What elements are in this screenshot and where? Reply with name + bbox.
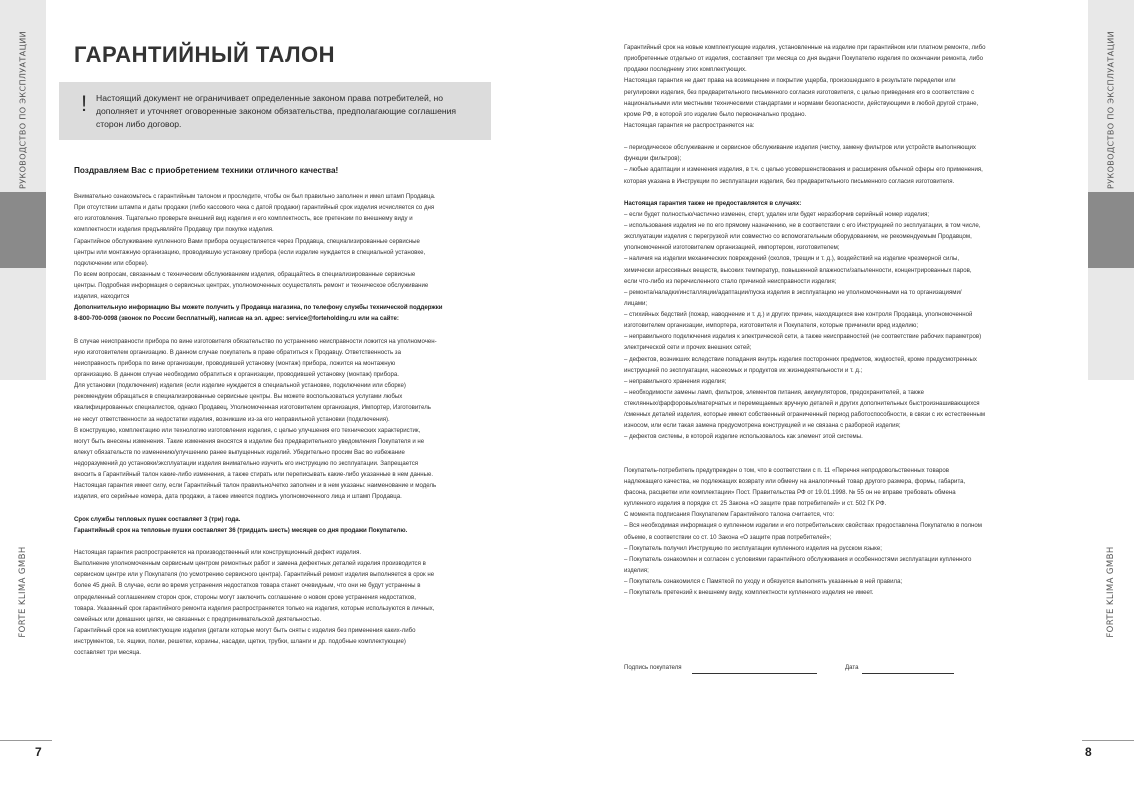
text-line: уполномоченной изготовителем организацией, импортером, изготовителем; (624, 244, 840, 252)
notice-text: Настоящий документ не ограничивает определенные законом права потребителей, но дополняет и уточняет оговоренные законом обязательства, предполагающие соглашения сторон либо договор. (96, 93, 457, 129)
text-line: Покупатель-потребитель предупрежден о том, что в соответствии с п. 11 «Перечня непродовольственных товаров (624, 466, 950, 474)
text-line (624, 131, 1060, 142)
text-line: которая указана в Инструкции по эксплуатации изделия, без предварительного письменного согласия изготовителя. (624, 177, 955, 185)
sidebar-manual-label: РУКОВОДСТВО ПО ЭКСПЛУАТАЦИИ (1106, 31, 1116, 189)
sidebar-brand-band (1088, 192, 1134, 446)
text-line: инструкцией по эксплуатации, насекомых и продуктов их жизнедеятельности и т. д.; (624, 366, 863, 374)
text-line: комплектности изделия предъявляйте Продавцу при покупке изделия. (74, 226, 274, 234)
text-line: подключении или сборке). (74, 259, 149, 267)
text-line: Гарантийный срок на новые комплектующие изделия, установленные на изделие при гарантийном или платном ремонте, либо (624, 44, 986, 51)
text-line: объеме, в соответствии со ст. 10 Закона «О защите прав потребителей»; (624, 533, 832, 541)
text-line: – дефектов системы, в которой изделие использовалось как элемент этой системы. (624, 433, 863, 441)
text-line: более 45 дней. В случае, если во время устранения недостатков товара станет очевидным, что они не будут устранены в (74, 582, 421, 590)
text-line: Дополнительную информацию Вы можете получить у Продавца магазина, по телефону службы технической поддержки (74, 304, 443, 312)
text-line: Настоящая гарантия имеет силу, если Гарантийный талон правильно/четко заполнен и в нем указаны: наименование и модель (74, 482, 437, 490)
text-line: изделия, находится (74, 293, 130, 301)
text-line: – Вся необходимая информация о купленном изделии и его потребительских свойствах предоставлена Покупателю в полном (624, 522, 982, 530)
text-line: лицами; (624, 299, 648, 307)
text-line: износом, или если такая замена предусмотрена конструкцией и не связана с разборкой изделия; (624, 422, 901, 430)
text-line: не несут ответственности за недостатки изделия, возникшие из-за его неправильной установки (подключения). (74, 415, 390, 423)
text-line: семейных или домашних целях, не связанных с предпринимательской деятельностью. (74, 615, 322, 623)
text-line: Настоящая гарантия не распространяется на: (624, 121, 755, 129)
text-line: В конструкцию, комплектацию или технологию изготовления изделия, с целью улучшения его технических характеристик, (74, 426, 421, 434)
text-line: электрической сети и прочих внешних сетей; (624, 344, 752, 352)
text-line: центры или монтажную организацию, проводившую установку прибора (если изделие нуждается в специальной установке, (74, 248, 426, 256)
text-line: инструментов, т.е. ящики, полки, решетки, корзины, насадки, щетки, трубки, шланги и др. подобные комплектующие) (74, 638, 406, 645)
text-line: Гарантийный срок на комплектующие изделия (детали которые могут быть сняты с изделия без применения каких-либо (74, 626, 416, 634)
text-line: изделия, его серийные номера, дата продажи, а также имеется подпись уполномоченного лица и штамп Продавца. (74, 493, 402, 501)
date-line[interactable] (862, 673, 954, 674)
text-line: Внимательно ознакомьтесь с гарантийным талоном и проследите, чтобы он был правильно заполнен и имел штамп Продавца. (74, 193, 436, 200)
text-line: функции фильтров); (624, 155, 682, 163)
text-line: – стихийных бедствий (пожар, наводнение и т. д.) и других причин, находящихся вне контроля Продавца, уполномоченной (624, 311, 973, 318)
text-line: если что-либо из перечисленного стало причиной неисправности изделия; (624, 277, 837, 285)
text-line: Настоящая гарантия распространяется на производственный или конструкционный дефект изделия. (74, 549, 362, 556)
text-line: В случае неисправности прибора по вине изготовителя обязательство по устранению неисправности ложится на уполномочен- (74, 337, 437, 345)
text-line: стеклянных/фарфоровых/матерчатых и перемещаемых вручную деталей и других дополнительных быстроизнашивающихся (624, 400, 980, 407)
text-line: По всем вопросам, связанным с техническим обслуживанием изделия, обращайтесь в специализированные сервисные (74, 270, 416, 278)
footer-rule-right (1082, 740, 1134, 741)
sidebar-manual-band (0, 0, 46, 192)
right-sidebar (1088, 0, 1134, 760)
text-line: продажи последнему этих комплектующих. (624, 66, 747, 74)
text-line: изделия; (624, 566, 649, 574)
text-line: – необходимости замены ламп, фильтров, элементов питания, аккумуляторов, предохранителей, а также (624, 388, 924, 396)
text-line: недоразумений до установки/эксплуатации изделия внимательно изучить его инструкцию по эксплуатации. Запрещается (74, 460, 419, 467)
page-title: ГАРАНТИЙНЫЙ ТАЛОН (74, 42, 336, 67)
signature-line[interactable] (692, 673, 817, 674)
text-line: – неправильного хранения изделия; (624, 377, 727, 385)
text-line: организацию. В данном случае необходимо обратиться к организации, проводившей установку (монтаж) прибора. (74, 371, 399, 378)
text-line (74, 325, 496, 336)
exclamation-icon: ! (81, 91, 88, 116)
text-line: 8-800-700-0098 (звонок по России бесплатный), написав на эл. адрес: service@forteholding.ru или на сайте: (74, 315, 399, 323)
text-line: Настоящая гарантия также не предоставляется в случаях: (624, 199, 802, 207)
footer-rule-left (0, 740, 52, 741)
text-line: Гарантийное обслуживание купленного Вами прибора осуществляется через Продавца, специализированные сервисные (74, 237, 420, 245)
text-line: химически агрессивных веществ, высоких температур, повышенной влажности/запыленности, концентрированных паров, (624, 266, 972, 274)
text-line: Настоящая гарантия не дает права на возмещение и покрытие ущерба, произошедшего в результате переделки или (624, 77, 956, 85)
text-line: Для установки (подключения) изделия (если изделие нуждается в специальной установке, подключении или сборке) (74, 382, 406, 390)
text-line: эксплуатации изделия с перегрузкой или совместно со вспомогательным оборудованием, не рекомендуемым Продавцом, (624, 233, 972, 241)
text-line: могут быть внесены изменения. Такие изменения вносятся в изделие без предварительного уведомления Покупателя и не (74, 437, 425, 445)
text-line (74, 536, 496, 547)
text-line: – наличия на изделии механических повреждений (сколов, трещин и т. д.), воздействий на изделие чрезмерной силы, (624, 255, 960, 263)
text-line (74, 503, 496, 514)
text-line: товара. Указанный срок гарантийного ремонта изделия распространяется только на изделия, которые используются в личных, (74, 604, 435, 612)
text-line: влекут обязательств по изменению/улучшению ранее выпущенных изделий. Убедительно просим Вас во избежание (74, 448, 405, 456)
text-line: – если будет полностью/частично изменен, стерт, удален или будет неразборчив серийный номер изделия; (624, 210, 930, 218)
text-line: – дефектов, возникших вследствие попадания внутрь изделия посторонних предметов, жидкостей, кроме предусмотренных (624, 355, 977, 363)
text-line: регулировки изделия, без предварительного письменного согласия изготовителя, с целью приведения его в соответствие с (624, 88, 975, 96)
text-line: неисправность прибора по вине организации, проводившей установку (монтаж) прибора, ложится на монтажную (74, 359, 396, 367)
text-line: Гарантийный срок на тепловые пушки составляет 36 (тридцать шесть) месяцев со дня продажи Покупателю. (74, 526, 408, 534)
text-line: изготовителем организации, импортера, изготовителя и Покупателя, которые причинили вред изделию; (624, 322, 919, 330)
text-line: С момента подписания Покупателем Гарантийного талона считается, что: (624, 511, 835, 519)
text-line: Срок службы тепловых пушек составляет 3 (три) года. (74, 515, 241, 523)
text-line: ную изготовителем организацию. В данном случае покупатель в праве обратиться к Продавцу. Ответственность за (74, 348, 401, 356)
text-line: надлежащего качества, не подлежащих возврату или обмену на аналогичный товар другого размера, формы, габарита, (624, 477, 966, 485)
text-line: кроме РФ, в которой это изделие было первоначально продано. (624, 110, 807, 118)
text-line: – неправильного подключения изделия к электрической сети, а также неисправностей (не соответствие рабочих параметров) (624, 333, 982, 341)
text-line: купленного изделия в порядке ст. 25 Закона «О защите прав потребителей» и ст. 502 ГК РФ. (624, 500, 887, 508)
text-line: – использования изделия не по его прямому назначению, не в соответствии с его Инструкцией по эксплуатации, в том числе, (624, 222, 981, 229)
text-line: составляет три месяца. (74, 649, 142, 657)
text-line: Выполнение уполномоченным сервисным центром ремонтных работ и замена дефектных деталей изделия производится в (74, 560, 426, 568)
left-body-text (74, 191, 496, 658)
text-line (624, 454, 1060, 465)
text-line: национальными или местными техническими стандартами и нормами безопасности, действующими в любой другой стране, (624, 99, 979, 107)
text-line: квалифицированных специалистов, однако Продавец, Уполномоченная изготовителем организация, Импортер, Изготовитель (74, 404, 431, 412)
text-line: – Покупатель получил Инструкцию по эксплуатации купленного изделия на русском языке; (624, 544, 882, 552)
text-line: приобретенные отдельно от изделия, составляет три месяца со дня выдачи Покупателю изделия по окончании ремонта, либо (624, 55, 984, 63)
text-line: – любые адаптации и изменения изделия, в т.ч. с целью усовершенствования и расширения обычной сферы его применения, (624, 166, 983, 174)
congrats-heading: Поздравляем Вас с приобретением техники отличного качества! (74, 166, 339, 175)
text-line: – Покупатель ознакомился с Памяткой по уходу и обязуется выполнять указанные в ней правила; (624, 578, 903, 585)
text-line: фасона, расцветки или комплектации» Пост. Правительства РФ от 19.01.1998. № 55 он не вправе требовать обмена (624, 489, 956, 496)
text-line: его изготовления. Тщательно проверьте внешний вид изделия и его комплектность, все претензии по внешнему виду и (74, 215, 413, 223)
text-line: /сменных деталей изделия, которые имеют собственный ограниченный период работоспособности, в связи с их естественным (624, 411, 986, 419)
notice-box (59, 82, 491, 140)
text-line: вносить в Гарантийный талон какие-либо изменения, а также стирать или переписывать какие-либо указанные в нем данные. (74, 471, 434, 479)
sidebar-manual-label: РУКОВОДСТВО ПО ЭКСПЛУАТАЦИИ (18, 31, 28, 189)
sidebar-manual-band (1088, 0, 1134, 192)
brand-logo: oasis (1102, 398, 1120, 446)
right-body-text (624, 42, 1060, 598)
text-line: определенный соглашением сторон срок, стороны могут заключить соглашение о новом сроке устранения недостатков, (74, 593, 416, 601)
text-line: – ремонта/наладки/инсталляции/адаптации/пуска изделия в эксплуатацию не уполномоченными на то организациями/ (624, 288, 962, 296)
date-label: Дата (845, 664, 859, 671)
sidebar-company-label: FORTE KLIMA GMBH (1106, 546, 1116, 638)
text-line (624, 443, 1060, 454)
text-line: сервисном центре или у Покупателя (по усмотрению сервисного центра). Гарантийный ремонт изделия выполняется в срок не (74, 571, 435, 579)
text-line: рекомендуем обращаться в специализированные сервисные центры. Вы можете воспользоваться услугами любых (74, 393, 403, 401)
text-line (624, 187, 1060, 198)
text-line: – Покупатель претензий к внешнему виду, комплектности купленного изделия не имеет. (624, 589, 874, 597)
text-line: – периодическое обслуживание и сервисное обслуживание изделия (чистку, замену фильтров или устройств выполняющих (624, 144, 976, 152)
text-line: – Покупатель ознакомлен и согласен с условиями гарантийного обслуживания и особенностями эксплуатации купленного (624, 555, 972, 563)
text-line: При отсутствии штампа и даты продажи (либо кассового чека с датой продажи) гарантийный срок изделия исчисляется со дня (74, 204, 435, 212)
brand-logo: oasis (14, 398, 32, 446)
sidebar-brand-band (0, 192, 46, 446)
signature-label: Подпись покупателя (624, 664, 682, 671)
page-number-right: 8 (1085, 745, 1092, 759)
page-number-left: 7 (35, 745, 42, 759)
sidebar-company-label: FORTE KLIMA GMBH (18, 546, 28, 638)
text-line: центры. Подробная информация о сервисных центрах, уполномоченных осуществлять ремонт и техническое обслуживание (74, 282, 429, 289)
left-sidebar (0, 0, 46, 760)
